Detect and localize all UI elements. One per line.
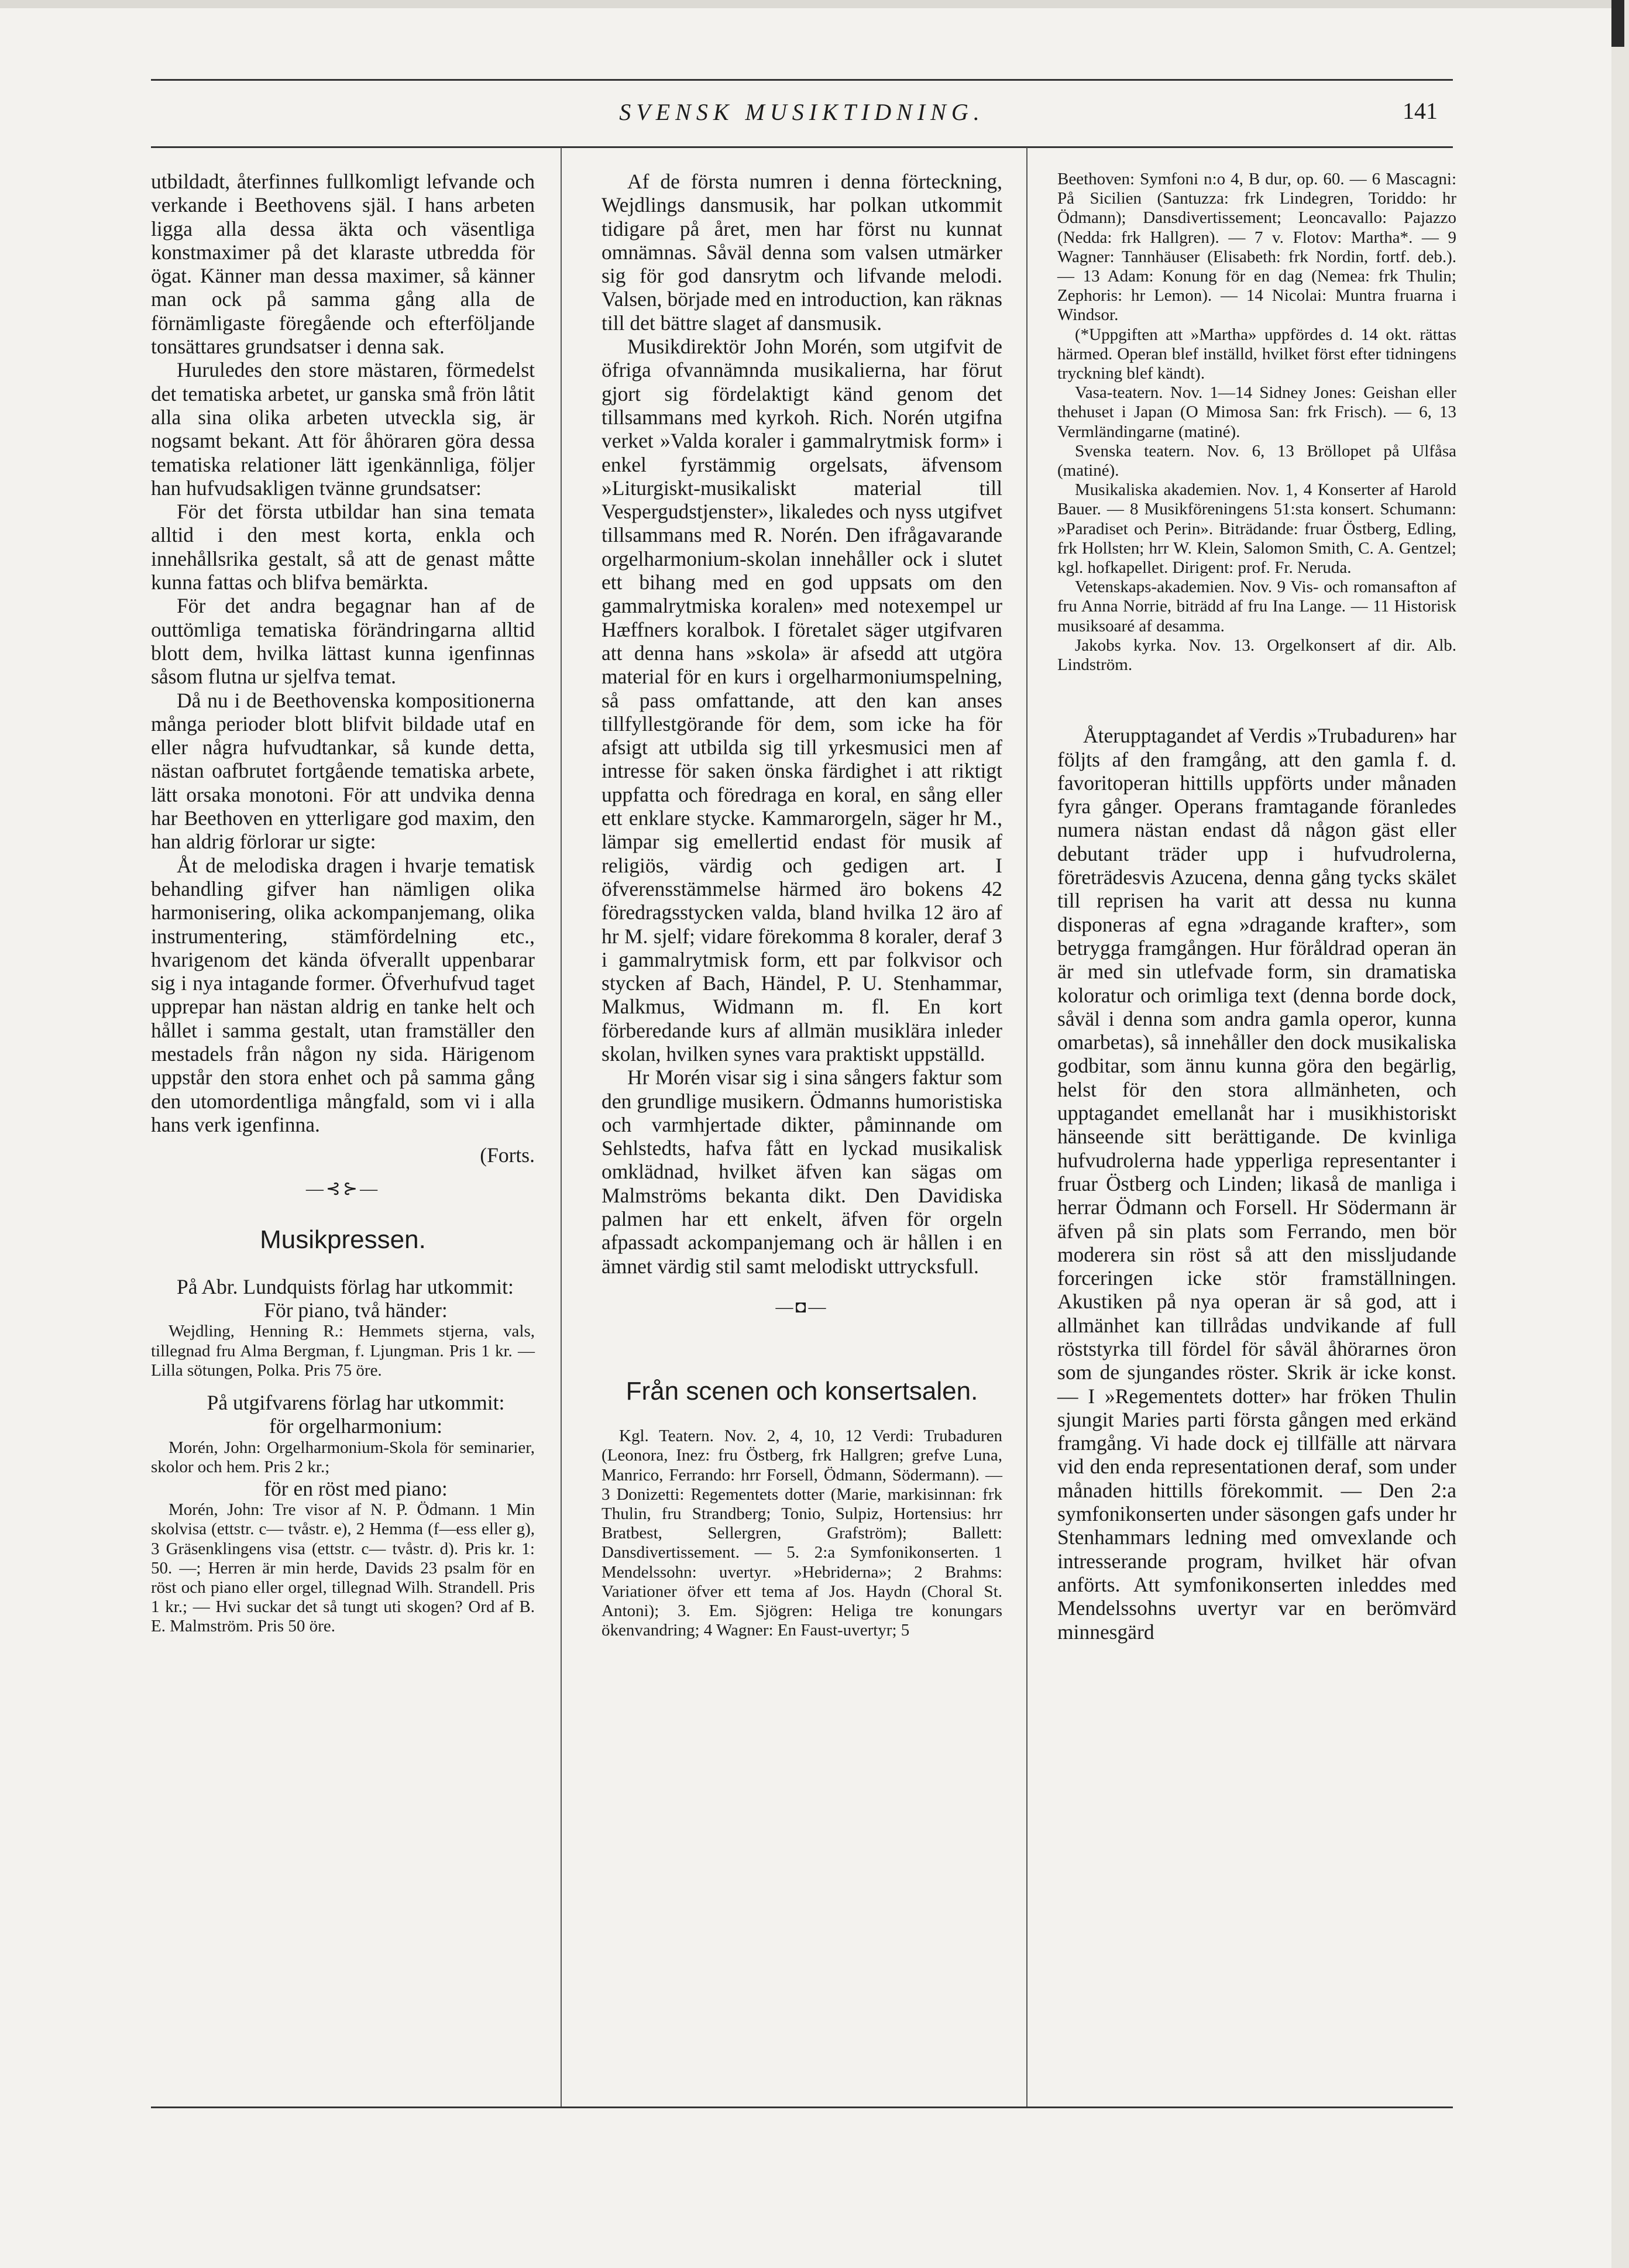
paragraph: Åt de melodiska dragen i hvarje tematisk behandling gifver han nämligen olika harmonisering, olika ackompanjemang, olika instrumentering, stämfördelning etc., hvarigenom det kända öfverallt uppenbarar sig i nya intagande former. Öfverhufvud taget upprepar han nästan aldrig en tanke helt och hållet i samma gestalt, utan framställer den mestadels från någon ny sida. Härigenom uppstår den stora enhet och på samma gång den utomordentliga mångfald, som vi i alla hans verk igenfinna. [151, 853, 535, 1136]
performance-listing: Kgl. Teatern. Nov. 2, 4, 10, 12 Verdi: Trubaduren (Leonora, Inez: fru Östberg, frk Hallgren; grefve Luna, Manrico, Ferrando: hrr Forsell, Ödmann, Södermann). — 3 Donizetti: Regementets dotter (Marie, markisinnan: frk Thulin, fru Strandberg; Tonio, Sulpiz, Hortensius: hrr Bratbest, Sellergren, Grafström); Ballett: Dansdivertissement. — 5. 2:a Symfonikonserten. 1 Mendelssohn: uvertyr. »Hebriderna»; 2 Brahms: Variationer öfver ett tema af Jos. Haydn (Choral St. Antoni); 3. Em. Sjögren: Heliga tre konungars ökenvandring; 4 Wagner: En Faust-uvertyr; 5 [602, 1427, 1002, 1640]
subheading: För piano, två händer: [264, 1298, 448, 1322]
column-1 [151, 170, 535, 1637]
continued-note: (Forts. [480, 1143, 535, 1167]
performance-listing: Vasa-teatern. Nov. 1—14 Sidney Jones: Geishan eller thehuset i Japan (O Mimosa San: frk Frisch). — 6, 13 Vermländingarne (matiné). [1057, 383, 1456, 441]
separator-ornament: —◘— [775, 1297, 829, 1317]
paragraph: Af de första numren i denna förteckning, Wejdlings dansmusik, har polkan utkommit tidigare på året, men har först nu kunnat omnämnas. Såväl denna som valsen utmärker sig för god dansrytm och lifvande melodi. Valsen, började med en introduction, kan räknas till det bättre slaget af dansmusik. [602, 170, 1002, 335]
performance-listing: Svenska teatern. Nov. 6, 13 Bröllopet på Ulfåsa (matiné). [1057, 441, 1456, 480]
performance-listing: Vetenskaps-akademien. Nov. 9 Vis- och romansafton af fru Anna Norrie, biträdd af fru Ina Lange. — 11 Historisk musiksoaré af desamma. [1057, 578, 1456, 635]
section-title-fran-scenen: Från scenen och konsertsalen. [626, 1377, 978, 1406]
paragraph: Huruledes den store mästaren, förmedelst det tematiska arbetet, ur ganska små frön låtit alla sina olika arbeten utveckla sig, är nogsamt bekant. Att för åhöraren göra dessa tematiska relationer lätt igenkännliga, följer han hufvudsakligen tvänne grundsatser: [151, 358, 535, 500]
section-title-musikpressen: Musikpressen. [260, 1225, 426, 1254]
listing-entry: Wejdling, Henning R.: Hemmets stjerna, vals, tillegnad fru Alma Bergman, f. Ljungman. Pris 1 kr. — Lilla sötungen, Polka. Pris 75 öre. [151, 1322, 535, 1380]
journal-title: SVENSK MUSIKTIDNING. [619, 99, 985, 125]
page-number: 141 [1403, 98, 1438, 124]
paragraph: Då nu i de Beethovenska kompositionerna många perioder blott blifvit bildade utaf en eller några hufvudtankar, så kunde detta, nästan oafbrutet fortgående tematiska arbete, lätt orsaka monotoni. För att undvika denna har Beethoven en ytterligare god maxim, den han aldrig förlorar ur sigte: [151, 688, 535, 854]
subheading: för orgelharmonium: [269, 1414, 443, 1438]
column-2 [602, 170, 1002, 1640]
scan-edge-top [0, 0, 1629, 8]
separator-ornament: —⊰⊱— [305, 1179, 380, 1199]
performance-listing: Jakobs kyrka. Nov. 13. Orgelkonsert af dir. Alb. Lindström. [1057, 635, 1456, 675]
column-3 [1057, 170, 1456, 1644]
paragraph: För det andra begagnar han af de outtömliga tematiska förändringarna alltid blott dem, hvilka lättast kunna igenfinnas såsom flutna ur sjelfva temat. [151, 594, 535, 689]
paragraph: På Abr. Lundquists förlag har utkommit: [177, 1274, 514, 1298]
listing-entry: Morén, John: Orgelharmonium-Skola för seminarier, skolor och hem. Pris 2 kr.; [151, 1438, 535, 1476]
column-divider-2 [1026, 147, 1027, 2108]
correction-note: (*Uppgiften att »Martha» uppfördes d. 14 okt. rättas härmed. Operan blef inställd, hvilket först efter tidningens tryckning blef kändt). [1057, 325, 1456, 383]
performance-listing: Beethoven: Symfoni n:o 4, B dur, op. 60. — 6 Mascagni: På Sicilien (Santuzza: frk Lindegren, Toriddo: hr Ödmann); Dansdivertissement; Leoncavallo: Pajazzo (Nedda: frk Hallgren). — 7 v. Flotov: Martha*. — 9 Wagner: Tannhäuser (Elisabeth: frk Nordin, fortf. deb.). — 13 Adam: Konung för en dag (Nemea: frk Thulin; Zephoris: hr Lemon). — 14 Nicolai: Muntra fruarna i Windsor. [1057, 170, 1456, 325]
corner-tab [1611, 0, 1624, 47]
paragraph: utbildadt, återfinnes fullkomligt lefvande och verkande i Beethovens själ. I hans arbeten ligga alla dessa äkta och väsentliga konstmaximer på det klaraste utbredda för ögat. Känner man dessa maximer, så känner man ock på samma gång alla de förnämligaste föregående och efterföljande tonsättares grundsatser i denna sak. [151, 170, 535, 359]
column-divider-1 [561, 147, 562, 2108]
listing-entry: Morén, John: Tre visor af N. P. Ödmann. 1 Min skolvisa (ettstr. c— tvåstr. e), 2 Hemma (f—ess eller g), 3 Gräsenklingens visa (ettstr. c— tvåstr. d). Pris kr. 1: 50. —; Herren är min herde, Davids 23 psalm för en röst och piano eller orgel, tillegnad Wilh. Strandell. Pris 1 kr.; — Hvi suckar det så tungt uti skogen? Ord af B. E. Malmström. Pris 50 öre. [151, 1500, 535, 1636]
footer-rule [151, 2107, 1453, 2108]
scan-edge-right [1611, 0, 1629, 2268]
subheading: På utgifvarens förlag har utkommit: [207, 1390, 505, 1414]
performance-listing: Musikaliska akademien. Nov. 1, 4 Konserter af Harold Bauer. — 8 Musikföreningens 51:sta konsert. Schumann: »Paradiset och Perin». Biträdande: fruar Östberg, Edling, frk Hollsten; hrr W. Klein, Salomon Smith, C. A. Gentzel; kgl. hofkapellet. Dirigent: prof. Fr. Neruda. [1057, 480, 1456, 578]
paragraph: För det första utbildar han sina temata alltid i den mest korta, enkla och innehållsrika gestalt, så att de genast måtte kunna fattas och blifva bemärkta. [151, 500, 535, 595]
paragraph: Musikdirektör John Morén, som utgifvit de öfriga ofvannämnda musikalierna, har förut gjort sig fördelaktigt känd genom det tillsammans med kyrkoh. Rich. Norén utgifna verket »Valda koraler i gammalrytmisk form» i enkel fyrstämmig orgelsats, äfvensom »Liturgiskt-musikaliskt material till Vespergudstjenster», likaledes och nyss utgifvet tillsammans med R. Norén. Den ifrågavarande orgelharmonium-skolan innehåller ock i slutet ett bihang med en god uppsats om den gammalrytmiska koralen» med notexempel ur Hæffners koralbok. I företalet säger utgifvaren att denna hans »skola» är afsedd att utgöra material för en kurs i orgelharmoniumspelning, så pass omfattande, att den kan anses tillfyllestgörande för dem, som icke ha för afsigt att utbilda sig till yrkesmusici men af intresse för saken önska färdighet i att riktigt uppfatta och föredraga en koral, en sång eller ett enklare stycke. Kammarorgeln, säger hr M., lämpar sig emellertid endast för musik af religiös, värdig och gedigen art. I öfverensstämmelse härmed äro bokens 42 föredragsstycken valda, bland hvilka 12 äro af hr M. sjelf; vidare förekomma 8 koraler, deraf 3 i gammalrytmisk form, ett par folkvisor och stycken af Bach, Händel, P. U. Stenhammar, Malkmus, Widmann m. fl. En kort förberedande kurs af allmän musiklära inleder skolan, hvilken synes vara praktiskt uppställd. [602, 335, 1002, 1066]
subheading: för en röst med piano: [264, 1476, 448, 1500]
running-header [151, 79, 1453, 148]
review-paragraph: Återupptagandet af Verdis »Trubaduren» har följts af den framgång, att den gamla f. d. favoritoperan hittills uppförts under månaden fyra gånger. Operans framtagande föranledes numera nästan endast då någon gäst eller debutant träder upp i hufvudrolerna, företrädesvis Azucena, denna gång tycks skälet till reprisen ha varit att dessa nu kunna disponeras af egna »dragande krafter», som betrygga framgången. Hur föråldrad operan än är med sin utlefvade form, sin dramatiska koloratur och orimliga text (denna borde dock, såväl i denna som andra gamla operor, kunna omarbetas), så innehåller den dock musikaliska godbitar, som ännu kunna göra den begärlig, helst för den stora allmänheten, och upptagandet emellanåt har i musikhistoriskt hänseende sitt berättigande. De kvinliga hufvudrolerna hade ypperliga representanter i fruar Östberg och Linden; likaså de manliga i herrar Ödmann och Forsell. Hr Södermann är äfven på sin plats som Ferrando, men bör moderera sin röst så att den missljudande forceringen icke stör framställningen. Akustiken på nya operan är så god, att i allmänhet kan tillrådas undvikande af full röststyrka till fördel för såväl åhörarnes öron som de sjungandes röster. Skrik är icke konst. — I »Regementets dotter» har fröken Thulin sjungit Maries parti första gången med erkänd framgång. Vi hade dock ej tillfälle att närvara vid den enda representationen deraf, som under månaden hittills förekommit. — Den 2:a symfonikonserten under säsongen gafs under hr Stenhammars ledning med omvexlande och intresserande program, hvilket här ofvan anförts. Att symfonikonserten inleddes med Mendelssohns uvertyr var en berömvärd minnesgärd [1057, 724, 1456, 1644]
paragraph: Hr Morén visar sig i sina sångers faktur som den grundlige musikern. Ödmanns humoristiska och varmhjertade dikter, påminnande om Sehlstedts, hafva fått en lyckad musikalisk omklädnad, hvilket äfven kan sägas om Malmströms bekanta dikt. Den Davidiska palmen har ett enkelt, äfven för orgeln afpassadt ackompanjemang och är hållen i en ämnet värdig stil samt melodiskt uttrycksfull. [602, 1066, 1002, 1278]
